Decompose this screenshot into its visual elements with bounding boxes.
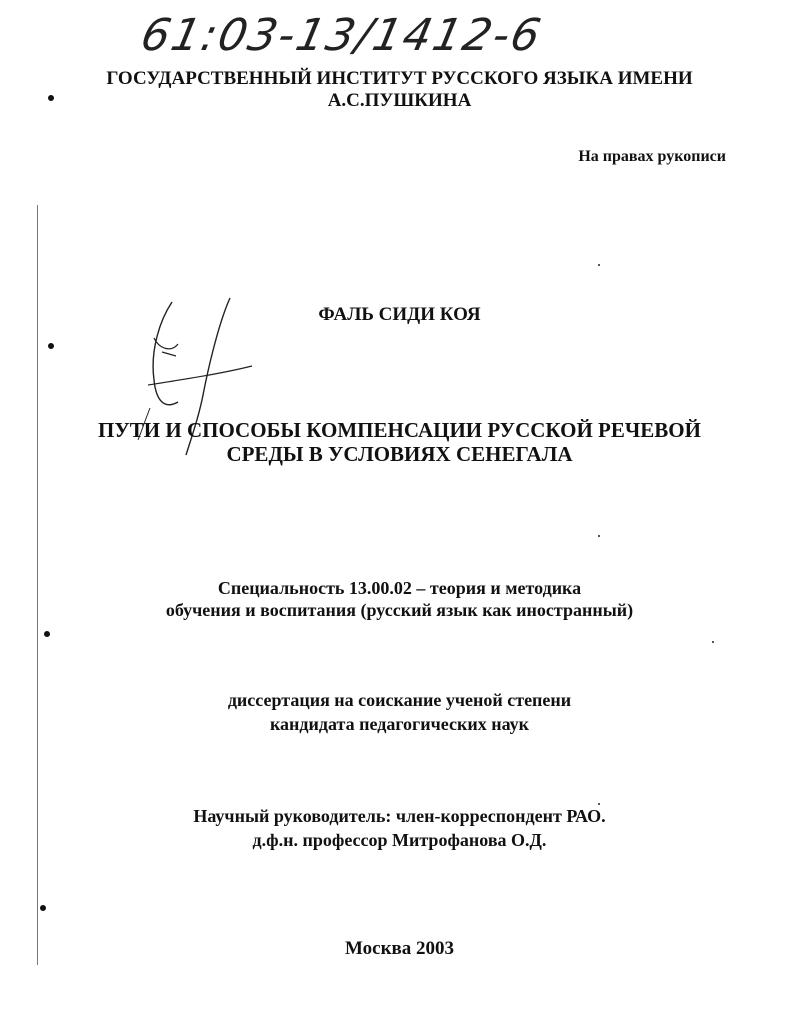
place-and-year: Москва 2003 [344, 938, 455, 959]
dissertation-title-line-2: СРЕДЫ В УСЛОВИЯХ СЕНЕГАЛА [226, 442, 573, 466]
institute-line-1: ГОСУДАРСТВЕННЫЙ ИНСТИТУТ РУССКОГО ЯЗЫКА ИМЕНИ [106, 68, 693, 89]
binding-hole-mark [44, 631, 50, 637]
scan-speck [598, 803, 600, 805]
handwritten-catalog-number [136, 8, 610, 70]
binding-hole-mark [40, 905, 46, 911]
binding-hole-mark [48, 343, 54, 349]
handwritten-number-text: 61:03-13/1412-6 [136, 10, 547, 61]
degree-line-2: кандидата педагогических наук [269, 714, 530, 734]
scan-speck [712, 641, 714, 643]
degree-line-1: диссертация на соискание ученой степени [227, 690, 572, 710]
specialty-line-2: обучения и воспитания (русский язык как иностранный) [165, 600, 634, 620]
specialty-line-1: Специальность 13.00.02 – теория и методика [217, 578, 582, 598]
author-name: ФАЛЬ СИДИ КОЯ [318, 304, 481, 325]
scan-speck [598, 264, 600, 266]
institute-line-2: А.С.ПУШКИНА [327, 90, 472, 111]
supervisor-line-1: Научный руководитель: член-корреспондент РАО. [193, 806, 606, 826]
supervisor-line-2: д.ф.н. профессор Митрофанова О.Д. [252, 830, 547, 850]
scan-speck [598, 535, 600, 537]
dissertation-title-line-1: ПУТИ И СПОСОБЫ КОМПЕНСАЦИИ РУССКОЙ РЕЧЕВОЙ [98, 418, 701, 442]
rights-note: На правах рукописи [578, 148, 726, 165]
